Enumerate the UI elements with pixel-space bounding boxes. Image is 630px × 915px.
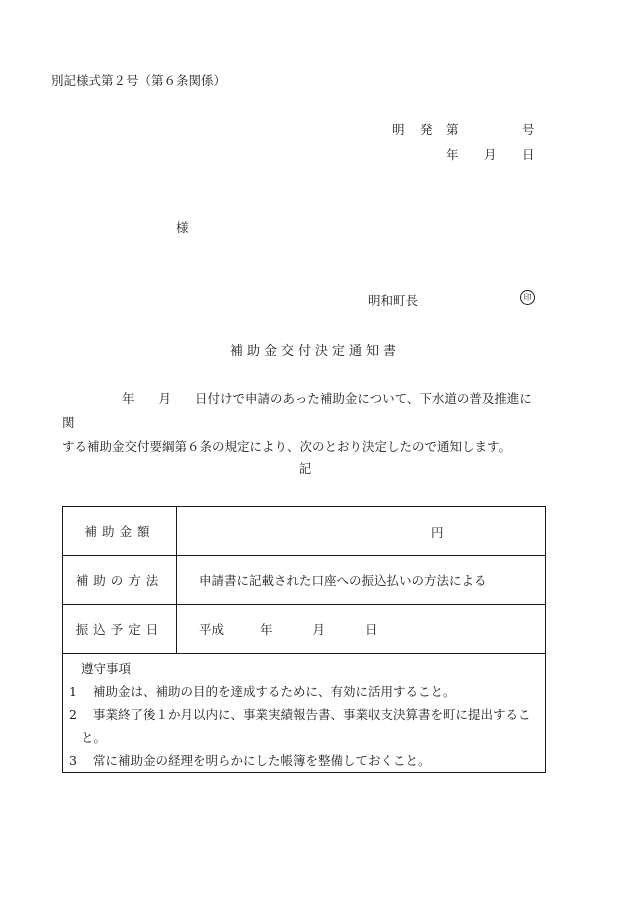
body-line-1-text: 日付けで申請のあった補助金について、下水道の普及推進に関 (62, 391, 532, 430)
item-number: 3 (69, 753, 77, 768)
issuer-name: 明和町長 (368, 293, 419, 308)
body-line-2: する補助金交付要綱第６条の規定により、次のとおり決定したので通知します。 (62, 439, 512, 454)
body-paragraph (62, 387, 542, 459)
body-year: 年 (122, 391, 135, 406)
detail-table (62, 506, 546, 654)
body-line-1 (62, 387, 542, 435)
issue-prefix-dai: 第 (446, 122, 459, 137)
table-row (63, 605, 546, 654)
list-item (63, 680, 545, 703)
addressee-suffix: 様 (176, 220, 189, 235)
issuer (368, 291, 538, 309)
item-text: 事業終了後１か月以内に、事業実績報告書、事業収支決算書を町に提出するこ (93, 707, 531, 722)
amount-unit: 円 (431, 525, 444, 540)
value-method: 申請書に記載された口座への振込払いの方法による (177, 556, 546, 605)
issue-date-day: 日 (522, 147, 535, 162)
list-item (63, 703, 545, 726)
transfer-era: 平成 (199, 622, 225, 637)
ki-heading: 記 (298, 461, 312, 476)
label-method: 補助の方法 (63, 556, 177, 605)
transfer-year: 年 (260, 622, 273, 637)
compliance-notes (62, 653, 546, 773)
value-transfer-date (177, 605, 546, 654)
issue-prefix-hatsu: 発 (420, 122, 433, 137)
item-continuation: と。 (81, 730, 107, 745)
notes-heading: 遵守事項 (81, 661, 132, 676)
body-month: 月 (158, 391, 172, 406)
form-reference: 別記様式第２号（第６条関係） (51, 73, 227, 88)
issue-prefix-mei: 明 (392, 122, 405, 137)
list-item (63, 749, 545, 772)
issue-date-month: 月 (484, 147, 497, 162)
item-number: 2 (69, 707, 77, 722)
label-transfer-date: 振込予定日 (63, 605, 177, 654)
document-title: 補助金交付決定通知書 (229, 344, 400, 359)
table-row (63, 507, 546, 556)
item-text: 常に補助金の経理を明らかにした帳簿を整備しておくこと。 (93, 753, 431, 768)
transfer-day: 日 (365, 622, 378, 637)
label-amount: 補助金額 (63, 507, 177, 556)
transfer-month: 月 (312, 622, 326, 637)
seal-mark: 印 (520, 290, 535, 305)
issue-date-year: 年 (446, 147, 459, 162)
table-row (63, 556, 546, 605)
issue-suffix-go: 号 (522, 122, 535, 137)
item-number: 1 (69, 684, 77, 699)
value-amount (177, 507, 546, 556)
item-text: 補助金は、補助の目的を達成するために、有効に活用すること。 (93, 684, 456, 699)
